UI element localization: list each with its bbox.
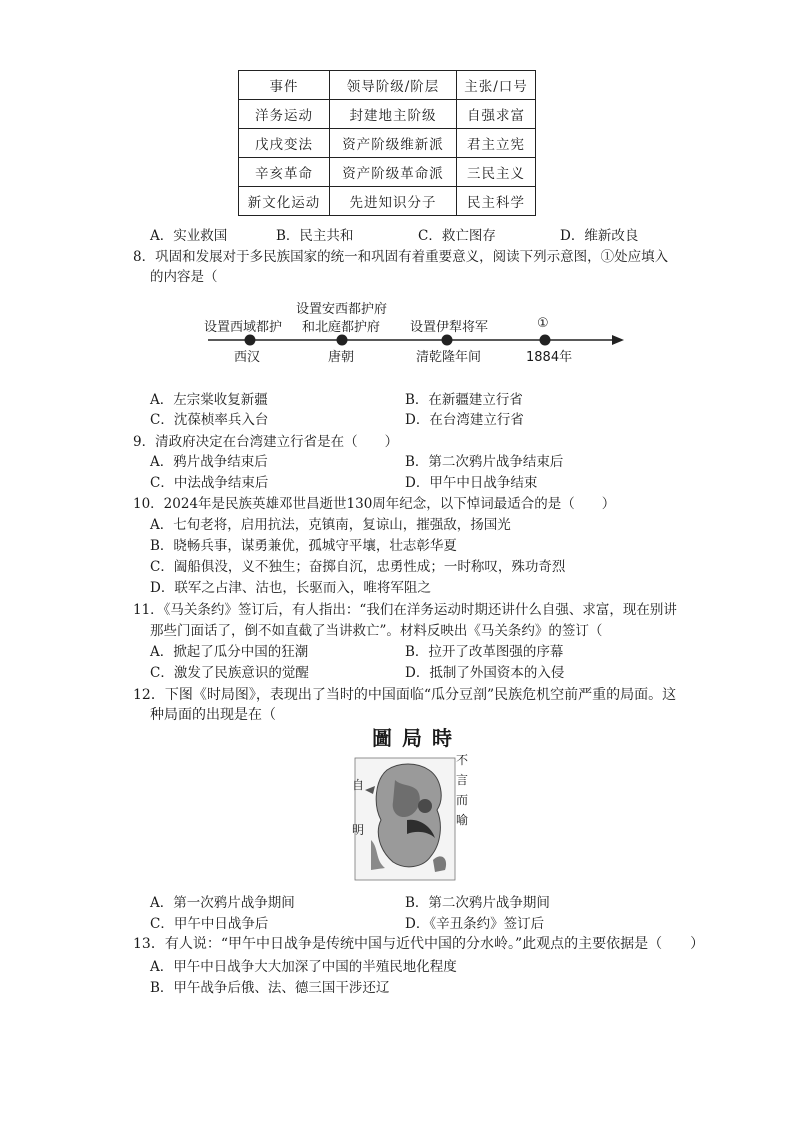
shijutu-left-text: 自 明 bbox=[352, 778, 365, 837]
timeline-event: ① bbox=[537, 316, 549, 331]
q8-stem-line1: 8．巩固和发展对于多民族国家的统一和巩固有着重要意义，阅读下列示意图，①处应填入 bbox=[133, 249, 669, 265]
q7-option-d: D．维新改良 bbox=[560, 228, 639, 244]
q13-stem: 13．有人说：“甲午中日战争是传统中国与近代中国的分水岭。”此观点的主要依据是（ ） bbox=[133, 936, 705, 952]
table-cell: 民主科学 bbox=[457, 187, 536, 216]
q10-option-d: D．联军之占津、沽也，长驱而入，唯将军阻之 bbox=[150, 580, 431, 596]
table-cell: 戊戌变法 bbox=[239, 129, 330, 158]
q13-option-b: B．甲午战争后俄、法、德三国干涉还辽 bbox=[150, 980, 390, 996]
timeline-event: 设置西域都护 bbox=[204, 320, 283, 335]
table-cell: 自强求富 bbox=[457, 100, 536, 129]
q9-option-a: A．鸦片战争结束后 bbox=[150, 454, 268, 470]
q9-option-b: B．第二次鸦片战争结束后 bbox=[405, 454, 564, 470]
table-cell: 资产阶级维新派 bbox=[330, 129, 457, 158]
q10-stem: 10．2024年是民族英雄邓世昌逝世130周年纪念，以下悼词最适合的是（ ） bbox=[133, 496, 616, 512]
timeline-arrow bbox=[612, 335, 624, 345]
q7-option-c: C．救亡图存 bbox=[418, 228, 496, 244]
timeline-period: 西汉 bbox=[234, 350, 261, 365]
q9-option-c: C．中法战争结束后 bbox=[150, 475, 269, 491]
timeline-dot bbox=[337, 335, 348, 346]
table-row bbox=[239, 158, 536, 187]
q11-stem-line2: 那些门面话了，倒不如直截了当讲救亡”。材料反映出《马关条约》的签订（ bbox=[150, 623, 603, 639]
q8-option-c: C．沈葆桢率兵入台 bbox=[150, 412, 269, 428]
timeline-event: 设置安西都护府 bbox=[296, 302, 388, 317]
table-header-cell: 主张/口号 bbox=[457, 71, 536, 100]
q12-option-c: C．甲午中日战争后 bbox=[150, 916, 269, 932]
q13-option-a: A．甲午中日战争大大加深了中国的半殖民地化程度 bbox=[150, 959, 457, 975]
shijutu-right-caption bbox=[456, 750, 468, 830]
table-cell: 君主立宪 bbox=[457, 129, 536, 158]
timeline-dot bbox=[442, 335, 453, 346]
table-row bbox=[239, 187, 536, 216]
q7-option-a: A．实业救国 bbox=[150, 228, 228, 244]
table-cell: 新文化运动 bbox=[239, 187, 330, 216]
table-header-cell: 领导阶级/阶层 bbox=[330, 71, 457, 100]
shijutu-left-caption bbox=[352, 778, 364, 838]
q12-option-b: B．第二次鸦片战争期间 bbox=[405, 895, 550, 911]
table-cell: 资产阶级革命派 bbox=[330, 158, 457, 187]
table-row bbox=[239, 129, 536, 158]
timeline-period: 清乾隆年间 bbox=[416, 350, 482, 365]
events-table bbox=[238, 70, 536, 216]
timeline-period: 1884年 bbox=[526, 350, 573, 365]
q12-option-a: A．第一次鸦片战争期间 bbox=[150, 895, 295, 911]
q11-stem-line1: 11．《马关条约》签订后，有人指出：“我们在洋务运动时期还讲什么自强、求富，现在别讲 bbox=[133, 602, 677, 618]
shijutu-right-text: 不 言 而 喻 bbox=[456, 753, 469, 827]
q8-option-b: B．在新疆建立行省 bbox=[405, 392, 523, 408]
q12-option-d: D．《辛丑条约》签订后 bbox=[405, 916, 545, 932]
table-cell: 三民主义 bbox=[457, 158, 536, 187]
q12-stem-line1: 12．下图《时局图》，表现出了当时的中国面临“瓜分豆剖”民族危机空前严重的局面。这 bbox=[133, 687, 677, 703]
table-row bbox=[239, 100, 536, 129]
q7-option-b: B．民主共和 bbox=[276, 228, 354, 244]
q8-option-d: D．在台湾建立行省 bbox=[405, 412, 524, 428]
q11-option-b: B．拉开了改革图强的序幕 bbox=[405, 644, 564, 660]
timeline-event: 设置伊犁将军 bbox=[410, 320, 489, 335]
q11-option-d: D．抵制了外国资本的入侵 bbox=[405, 665, 565, 681]
timeline-event: 和北庭都护府 bbox=[302, 320, 381, 335]
q8-timeline bbox=[200, 292, 630, 365]
shijutu-title: 圖局時 bbox=[372, 726, 462, 750]
table-cell: 封建地主阶级 bbox=[330, 100, 457, 129]
table-cell: 洋务运动 bbox=[239, 100, 330, 129]
q8-stem-line2: 的内容是（ bbox=[150, 269, 218, 285]
table-header-cell: 事件 bbox=[239, 71, 330, 100]
timeline-dot bbox=[245, 335, 256, 346]
q12-stem-line2: 种局面的出现是在（ bbox=[150, 707, 276, 723]
q10-option-a: A．七旬老将，启用抗法，克镇南，复谅山，摧强敌，扬国光 bbox=[150, 517, 511, 533]
q11-option-c: C．激发了民族意识的觉醒 bbox=[150, 665, 309, 681]
table-header-row bbox=[239, 71, 536, 100]
q10-option-b: B．晓畅兵事，谋勇兼优，孤城守平壤，壮志彰华夏 bbox=[150, 538, 457, 554]
timeline-period: 唐朝 bbox=[328, 350, 355, 365]
q9-stem: 9．清政府决定在台湾建立行省是在（ ） bbox=[133, 434, 399, 450]
q11-option-a: A．掀起了瓜分中国的狂潮 bbox=[150, 644, 309, 660]
q9-option-d: D．甲午中日战争结束 bbox=[405, 475, 538, 491]
timeline-dot bbox=[540, 335, 551, 346]
q8-option-a: A．左宗棠收复新疆 bbox=[150, 392, 268, 408]
table-cell: 辛亥革命 bbox=[239, 158, 330, 187]
table-cell: 先进知识分子 bbox=[330, 187, 457, 216]
q10-option-c: C．阖船俱没，义不独生；奋掷自沉，忠勇性成；一时称叹，殊功奇烈 bbox=[150, 559, 566, 575]
